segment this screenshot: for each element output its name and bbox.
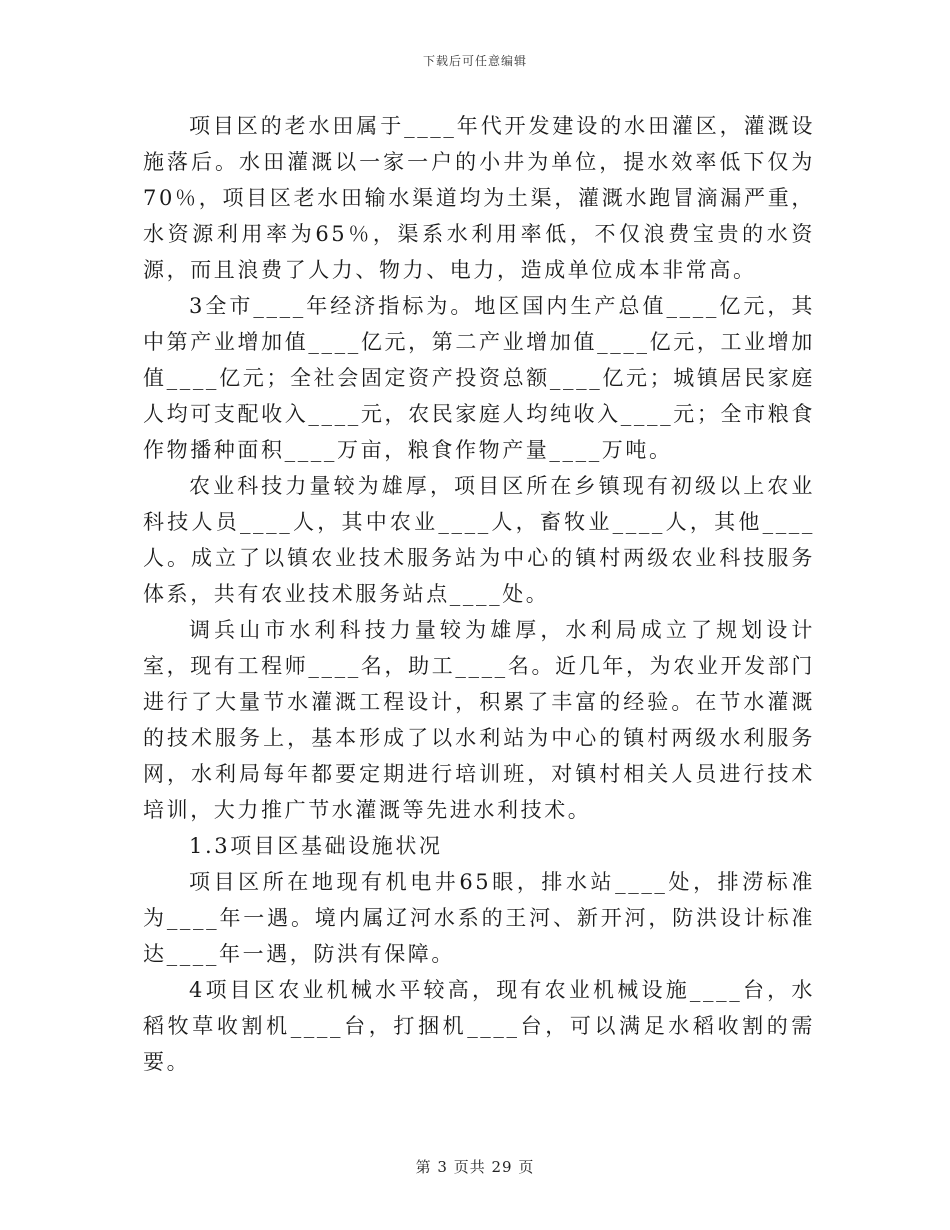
paragraph-infrastructure: 项目区所在地现有机电井65眼，排水站____处，排涝标准为____年一遇。境内属辽河水系的王河、新开河，防洪设计标准达____年一遇，防洪有保障。 [143,870,815,966]
paragraph-irrigation-status: 项目区的老水田属于____年代开发建设的水田灌区，灌溉设施落后。水田灌溉以一家一户的小井为单位，提水效率低下仅为70％，项目区老水田输水渠道均为土渠，灌溉水跑冒滴漏严重，水资源利用率为65％，渠系水利用率低，不仅浪费宝贵的水资源，而且浪费了人力、物力、电力，造成单位成本非常高。 [143,114,815,282]
page-number: 第 3 页共 29 页 [415,1158,535,1176]
paragraph-machinery: 4项目区农业机械水平较高，现有农业机械设施____台，水稻牧草收割机____台，打捆机____台，可以满足水稻收割的需要。 [143,978,815,1074]
page-header-note: 下载后可任意编辑 [422,54,527,68]
document-body [143,108,815,1080]
paragraph-economic-indicators: 3全市____年经济指标为。地区国内生产总值____亿元，其中第产业增加值____亿元，第二产业增加值____亿元，工业增加值____亿元；全社会固定资产投资总额____亿元；城镇居民家庭人均可支配收入____元，农民家庭人均纯收入____元；全市粮食作物播种面积____万亩，粮食作物产量____万吨。 [143,294,815,462]
paragraph-water-tech-force: 调兵山市水利科技力量较为雄厚，水利局成立了规划设计室，现有工程师____名，助工____名。近几年，为农业开发部门进行了大量节水灌溉工程设计，积累了丰富的经验。在节水灌溉的技术服务上，基本形成了以水利站为中心的镇村两级水利服务网，水利局每年都要定期进行培训班，对镇村相关人员进行技术培训，大力推广节水灌溉等先进水利技术。 [143,618,815,822]
paragraph-agri-tech-force: 农业科技力量较为雄厚，项目区所在乡镇现有初级以上农业科技人员____人，其中农业____人，畜牧业____人，其他____人。成立了以镇农业技术服务站为中心的镇村两级农业科技服务体系，共有农业技术服务站点____处。 [143,474,815,606]
section-heading-infrastructure: 1.3项目区基础设施状况 [189,834,443,858]
